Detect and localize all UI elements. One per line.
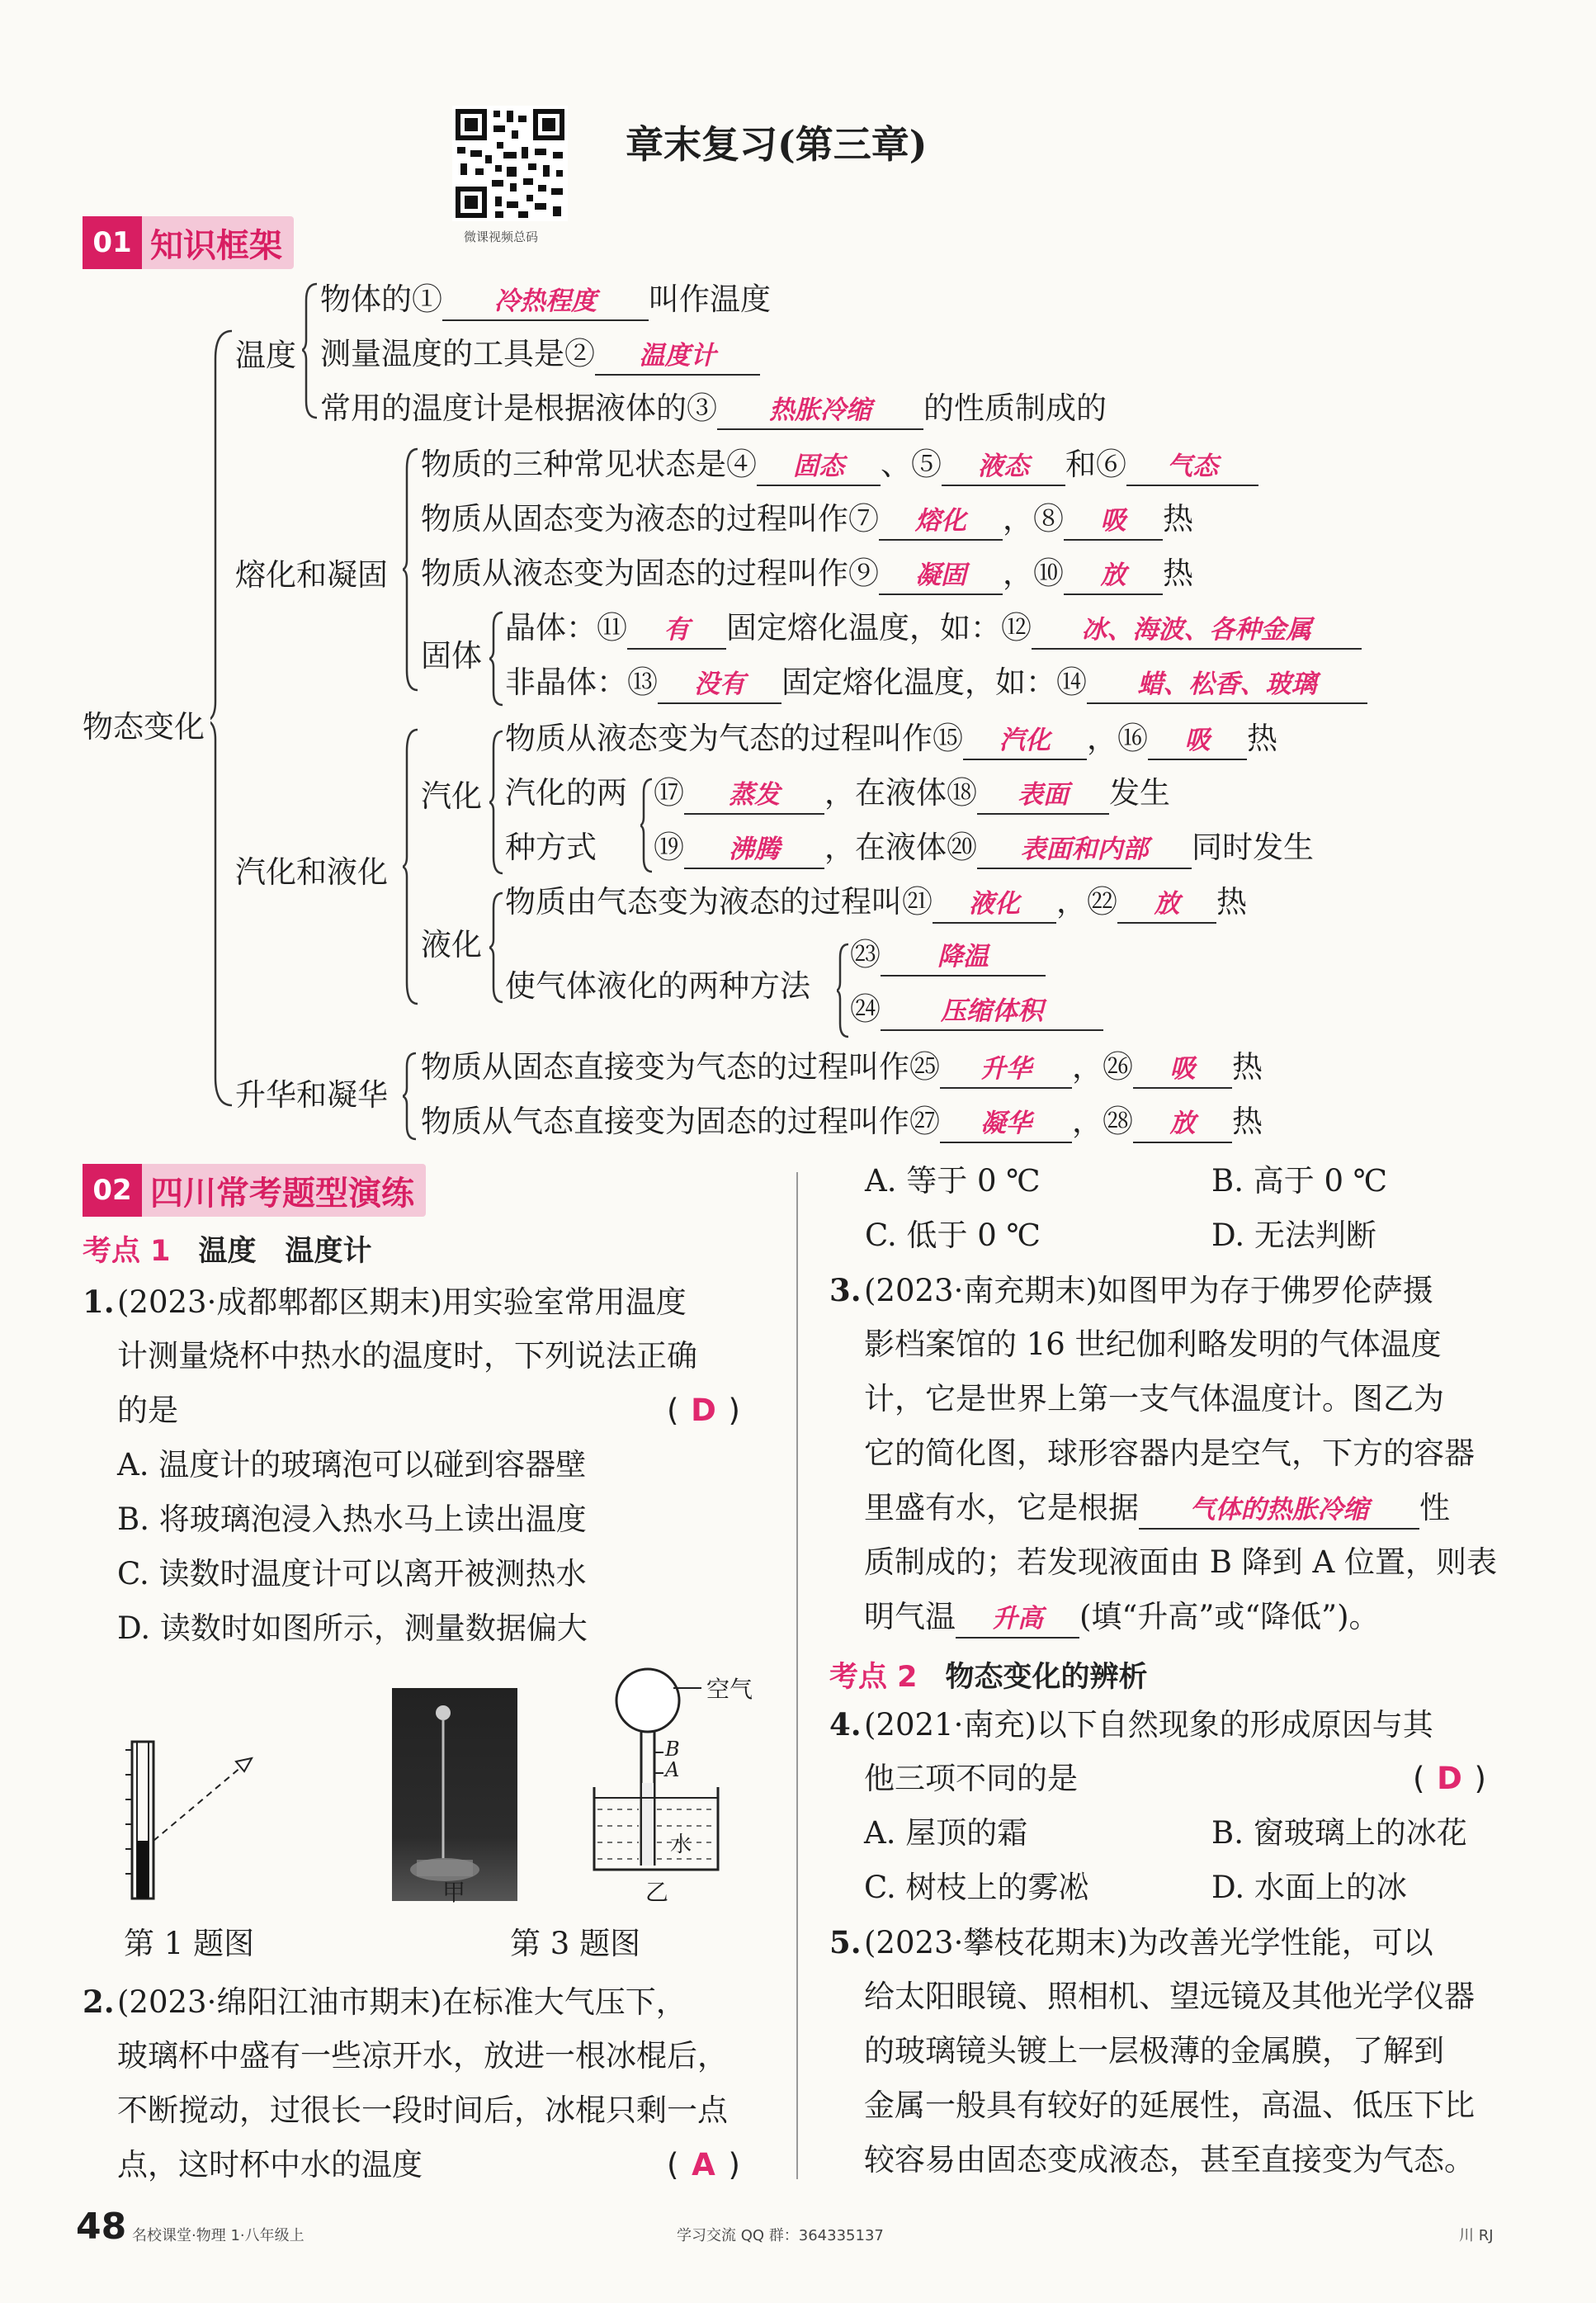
q2-line-2: 玻璃杯中盛有一些凉开水，放进一根冰棍后， <box>117 2038 728 2074</box>
answer-19: 沸腾 <box>729 835 780 864</box>
section-number: 01 <box>83 216 142 269</box>
answer-9: 凝固 <box>915 560 966 590</box>
brace-vapor <box>403 726 421 1007</box>
topic-sublimation: 升华和凝华 <box>235 1077 388 1113</box>
figure-3-yi-label: 乙 <box>645 1879 669 1906</box>
answer-14: 蜡、松香、玻璃 <box>1137 669 1317 699</box>
vap-ways-2: 种方式 <box>505 830 597 865</box>
figure-1-caption: 第 1 题图 <box>124 1926 255 1961</box>
vap-way-boiling: ⑲ 沸腾 ，在液体⑳ 表面和内部 同时发生 <box>654 827 1314 869</box>
answer-26: 吸 <box>1169 1054 1196 1084</box>
footer-book: 名校课堂·物理 1·八年级上 <box>132 2227 305 2244</box>
answer-23: 降温 <box>937 942 989 972</box>
answer-7: 熔化 <box>915 506 966 536</box>
q1-line-2: 计测量烧杯中热水的温度时，下列说法正确 <box>117 1338 697 1374</box>
q2-line-3: 不断搅动，过很长一段时间后，冰棍只剩一点 <box>117 2093 728 2128</box>
q4-option-c: C. 树枝上的雾凇 <box>864 1870 1089 1905</box>
q2-option-a: A. 等于 0 ℃ <box>865 1163 1041 1199</box>
section-label: 知识框架 <box>150 225 282 265</box>
topic-melting: 熔化和凝固 <box>235 557 388 593</box>
footer-edition: 川 RJ <box>1459 2227 1494 2244</box>
answer-6: 气态 <box>1167 452 1218 481</box>
topic-liq: 液化 <box>421 927 482 962</box>
q2-option-c: C. 低于 0 ℃ <box>865 1218 1041 1253</box>
q4-option-d: D. 水面上的冰 <box>1211 1870 1407 1905</box>
section-number: 02 <box>83 1164 142 1217</box>
answer-13: 没有 <box>694 669 745 699</box>
q1-answer: ( D ) <box>667 1393 740 1428</box>
temp-line-1: 物体的① 冷热程度 叫作温度 <box>320 279 771 321</box>
figure-3-water-label: 水 <box>670 1832 692 1857</box>
sub-line-2: 物质从气态直接变为固态的过程叫作㉗ 凝华 ，㉘ 放 热 <box>421 1101 1263 1143</box>
qr-code <box>452 106 568 221</box>
solid-amorphous: 非晶体：⑬ 没有 固定熔化温度，如：⑭ 蜡、松香、玻璃 <box>505 662 1367 704</box>
vap-way-evaporation: ⑰ 蒸发 ，在液体⑱ 表面 发生 <box>654 773 1170 815</box>
main-brace <box>210 326 235 1110</box>
answer-1: 冷热程度 <box>494 286 597 316</box>
answer-25: 升华 <box>980 1054 1032 1084</box>
vap-line-1: 物质从液态变为气态的过程叫作⑮ 汽化 ，⑯ 吸 热 <box>505 718 1277 760</box>
q2-line-4: 点，这时杯中水的温度 <box>117 2147 423 2182</box>
answer-2: 温度计 <box>639 341 716 371</box>
brace-liq <box>489 890 506 1005</box>
q1-option-d: D. 读数时如图所示，测量数据偏大 <box>117 1610 588 1646</box>
melt-line-1: 物质的三种常见状态是④ 固态 、⑤ 液态 和⑥ 气态 <box>421 444 1258 486</box>
section-label: 四川常考题型演练 <box>150 1173 414 1213</box>
footer-qq: 学习交流 QQ 群：364335137 <box>677 2227 884 2244</box>
section-tag-02 <box>83 1164 426 1217</box>
answer-28: 放 <box>1169 1109 1196 1138</box>
figure-3-caption: 第 3 题图 <box>510 1926 641 1961</box>
q2-option-d: D. 无法判断 <box>1211 1218 1376 1253</box>
answer-11: 有 <box>663 615 690 645</box>
q5-line-2: 给太阳眼镜、照相机、望远镜及其他光学仪器 <box>864 1979 1475 2014</box>
topic-solid: 固体 <box>421 638 482 674</box>
melt-line-3: 物质从液态变为固态的过程叫作⑨ 凝固 ，⑩ 放 热 <box>421 553 1193 595</box>
q3-line-5: 里盛有水，它是根据 气体的热胀冷缩 性 <box>864 1487 1450 1530</box>
answer-17: 蒸发 <box>729 780 780 810</box>
q5-line-1: 5.(2023·攀枝花期末)为改善光学性能，可以 <box>829 1924 1433 1960</box>
q2-option-b: B. 高于 0 ℃ <box>1211 1163 1388 1199</box>
liq-method-2: ㉔ 压缩体积 <box>850 989 1103 1031</box>
topic-vap: 汽化 <box>421 778 482 814</box>
figure-3-photo <box>392 1688 517 1901</box>
q4-option-b: B. 窗玻璃上的冰花 <box>1211 1815 1467 1851</box>
q1-option-b: B. 将玻璃泡浸入热水马上读出温度 <box>117 1501 587 1537</box>
q2-line-1: 2.(2023·绵阳江油市期末)在标准大气压下， <box>83 1984 687 2020</box>
q3-line-2: 影档案馆的 16 世纪伽利略发明的气体温度 <box>864 1326 1442 1362</box>
brace-temperature <box>302 281 320 421</box>
q1-option-c: C. 读数时温度计可以离开被测热水 <box>117 1556 587 1591</box>
answer-21: 液化 <box>969 889 1020 919</box>
q1-option-a: A. 温度计的玻璃泡可以碰到容器壁 <box>117 1447 587 1483</box>
q1-line-1: 1.(2023·成都郫都区期末)用实验室常用温度 <box>83 1284 687 1320</box>
qr-caption: 微课视频总码 <box>464 229 539 244</box>
solid-crystal: 晶体：⑪ 有 固定熔化温度，如：⑫ 冰、海波、各种金属 <box>505 608 1362 650</box>
q4-line-1: 4.(2021·南充)以下自然现象的形成原因与其 <box>829 1706 1433 1743</box>
q1-line-3: 的是 <box>117 1393 178 1428</box>
liq-method-1: ㉓ 降温 <box>850 934 1046 977</box>
answer-10: 放 <box>1100 560 1126 590</box>
answer-20: 表面和内部 <box>1020 835 1149 864</box>
q3-line-6: 质制成的；若发现液面由 B 降到 A 位置，则表 <box>864 1544 1497 1580</box>
page-number: 48 <box>76 2206 127 2248</box>
temp-line-3: 常用的温度计是根据液体的③ 热胀冷缩 的性质制成的 <box>320 388 1107 430</box>
answer-4: 固态 <box>793 452 844 481</box>
q2-answer: ( A ) <box>667 2147 740 2182</box>
q4-option-a: A. 屋顶的霜 <box>864 1815 1028 1851</box>
q3-line-3: 计，它是世界上第一支气体温度计。图乙为 <box>864 1381 1444 1416</box>
answer-15: 汽化 <box>999 726 1051 755</box>
answer-18: 表面 <box>1018 780 1069 810</box>
column-divider <box>796 1172 798 2179</box>
vap-ways-1: 汽化的两 <box>505 775 627 811</box>
liq-line-1: 物质由气态变为液态的过程叫㉑ 液化 ，㉒ 放 热 <box>505 882 1247 924</box>
q5-line-3: 的玻璃镜头镀上一层极薄的金属膜，了解到 <box>864 2033 1444 2069</box>
brace-melting <box>403 446 421 693</box>
answer-3: 热胀冷缩 <box>769 395 871 425</box>
brace-solid <box>489 609 506 708</box>
key-point-1: 考点 1 温度 温度计 <box>83 1235 372 1268</box>
answer-24: 压缩体积 <box>941 996 1043 1026</box>
answer-27: 凝华 <box>980 1109 1032 1138</box>
liq-line-2: 使气体液化的两种方法 <box>505 968 810 1004</box>
figure-1-thermometer <box>107 1725 272 1915</box>
answer-8: 吸 <box>1100 506 1126 536</box>
melt-line-2: 物质从固态变为液态的过程叫作⑦ 熔化 ，⑧ 吸 热 <box>421 499 1193 541</box>
q3-line-4: 它的简化图，球形容器内是空气，下方的容器 <box>864 1435 1475 1471</box>
figure-3-b-label: B <box>665 1738 680 1761</box>
temp-line-2: 测量温度的工具是② 温度计 <box>320 333 760 376</box>
q5-line-5: 较容易由固态变成液态，甚至直接变为气态。 <box>864 2142 1475 2178</box>
q3-line-1: 3.(2023·南充期末)如图甲为存于佛罗伦萨摄 <box>829 1272 1433 1308</box>
q3-answer-1: 气体的热胀冷缩 <box>1189 1495 1369 1525</box>
q3-line-7: 明气温 升高 (填“升高”或“降低”)。 <box>864 1596 1380 1639</box>
root-topic: 物态变化 <box>83 709 205 745</box>
figure-3-air-label: 空气 <box>706 1676 753 1703</box>
brace-vap <box>489 728 506 877</box>
answer-5: 液态 <box>978 452 1029 481</box>
page-title: 章末复习(第三章) <box>626 122 928 167</box>
figure-3-jia-label: 甲 <box>442 1879 466 1906</box>
key-point-2: 考点 2 物态变化的辨析 <box>829 1661 1148 1694</box>
topic-temperature: 温度 <box>235 338 296 373</box>
answer-16: 吸 <box>1184 726 1211 755</box>
figure-3-a-label: A <box>665 1758 680 1781</box>
brace-sublimation <box>403 1050 419 1142</box>
q5-line-4: 金属一般具有较好的延展性，高温、低压下比 <box>864 2088 1475 2123</box>
q3-answer-2: 升高 <box>992 1604 1043 1634</box>
sub-line-1: 物质从固态直接变为气态的过程叫作㉕ 升华 ，㉖ 吸 热 <box>421 1047 1263 1089</box>
section-tag-01 <box>83 216 294 269</box>
q4-answer: ( D ) <box>1413 1761 1486 1796</box>
q4-line-2: 他三项不同的是 <box>864 1761 1078 1796</box>
answer-22: 放 <box>1154 889 1180 919</box>
answer-12: 冰、海波、各种金属 <box>1081 615 1312 645</box>
topic-vaporization: 汽化和液化 <box>235 854 388 890</box>
